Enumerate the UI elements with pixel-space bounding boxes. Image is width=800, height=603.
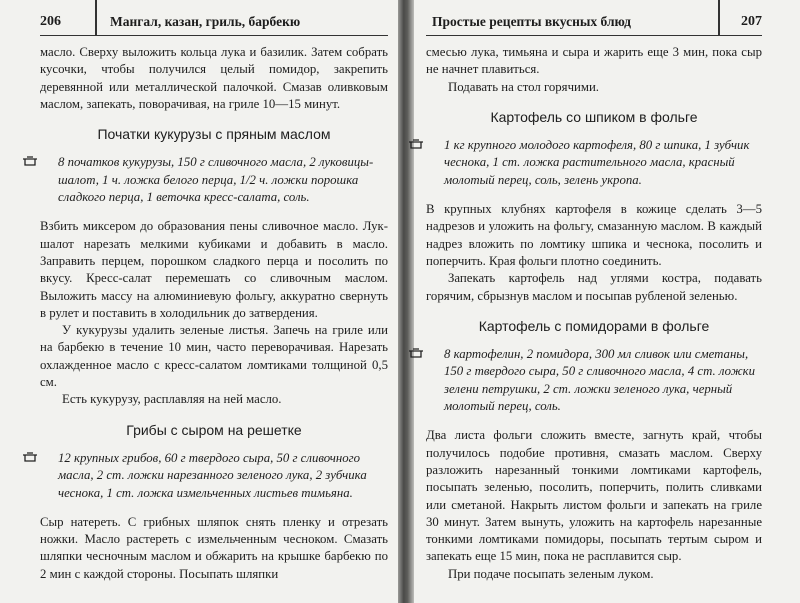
- step-paragraph: Два листа фольги сложить вместе, загнуть край, чтобы получилось подобие противня, смазать маслом. Сверху разложить нарезанный тонкими ломтиками картофель, посыпать зеленью, посолить, поперчить, полить сливками или сметаной. Накрыть листом фольги и запекать на гриле 30 минут. Затем вынуть, уложить на картофель нарезанные тонкими ломтиками помидоры, посыпать тертым сыром и запекать еще 15 мин, пока не расплавится сыр.: [426, 428, 762, 564]
- step-paragraph: У кукурузы удалить зеленые листья. Запечь на гриле или на барбекю в течение 10 мин, часто переворачивая. Нарезать охлажденное масло с кресс-салатом ломтиками толщиной 0,5 см.: [40, 323, 388, 390]
- recipe-title: Картофель с помидорами в фольге: [478, 317, 710, 334]
- ingredients: [40, 154, 388, 206]
- ingredients-text: 8 початков кукурузы, 150 г сливочного масла, 2 луковицы-шалот, 1 ч. ложка белого перца, 1/2 ч. ложки порошка сладкого перца, 1 веточка кресс-салата, соль.: [58, 155, 374, 205]
- step-paragraph: Запекать картофель над углями костра, подавать горячим, сбрызнув маслом и посыпав рубленой зеленью.: [426, 271, 762, 303]
- recipe-title: Грибы с сыром на решетке: [126, 421, 302, 438]
- cooking-pot-icon: [40, 451, 56, 463]
- intro-paragraph: смесью лука, тимьяна и сыра и жарить еще 3 мин, пока сыр не начнет плавиться.: [426, 45, 762, 77]
- running-title: Простые рецепты вкусных блюд: [432, 14, 631, 29]
- cooking-pot-icon: [426, 347, 442, 359]
- ingredients-text: 8 картофелин, 2 помидора, 300 мл сливок или сметаны, 150 г твердого сыра, 50 г сливочного масла, 4 ст. ложки зелени петрушки, 2 ст. ложки зеленого лука, черный молотый перец, соль.: [444, 347, 755, 414]
- ingredients: [40, 450, 388, 502]
- header-rule: [426, 35, 762, 36]
- step-paragraph: В крупных клубнях картофеля в кожице сделать 3—5 надрезов и уложить на фольгу, смазанную маслом. В каждый надрез вложить по ломтику шпика и чеснока, посолить и поперчить. Края фольги плотно соединить.: [426, 202, 762, 268]
- header-rule: [40, 35, 388, 36]
- step-paragraph: Взбить миксером до образования пены сливочное масло. Лук-шалот нарезать мелкими кубиками и добавить в масло. Заправить перцем, порошком сладкого перца и посолить по вкусу. Кресс-салат перемешать со сливочным маслом. Выложить массу на алюминиевую фольгу, аккуратно свернуть в рулет и поставить в холодильник до затвердения.: [40, 219, 388, 320]
- intro-paragraph: масло. Сверху выложить кольца лука и базилик. Затем собрать кусочки, чтобы получился целый помидор, закрепить деревянной или металлической палочкой. Смазав оливковым маслом, запекать, поворачивая, на гриле 10—15 минут.: [40, 45, 388, 111]
- ingredients: [426, 137, 762, 189]
- header-divider: [95, 0, 97, 36]
- recipe-title: Початки кукурузы с пряным маслом: [97, 126, 331, 143]
- page-number: 207: [741, 14, 762, 29]
- page-content: [426, 44, 762, 583]
- page-number: 206: [40, 14, 61, 29]
- header-divider: [718, 0, 720, 36]
- ingredients-text: 12 крупных грибов, 60 г твердого сыра, 50 г сливочного масла, 2 ст. ложки нарезанного зеленого лука, 2 зубчика чеснока, 1 ст. ложка измельченных листьев тимьяна.: [58, 450, 367, 500]
- step-paragraph: Есть кукурузу, расплавляя на ней масло.: [62, 392, 282, 407]
- cooking-pot-icon: [426, 138, 442, 150]
- ingredients: [426, 346, 762, 415]
- step-paragraph: При подаче посыпать зеленым луком.: [448, 566, 654, 581]
- intro-paragraph: Подавать на стол горячими.: [448, 79, 600, 94]
- ingredients-text: 1 кг крупного молодого картофеля, 80 г шпика, 1 зубчик чеснока, 1 ст. ложка растительного масла, красный молотый перец, соль, зелень укропа.: [444, 138, 750, 187]
- running-header: [426, 0, 762, 32]
- cooking-pot-icon: [40, 155, 56, 167]
- running-header: [40, 0, 388, 32]
- running-title: Мангал, казан, гриль, барбекю: [110, 14, 301, 29]
- right-page: [410, 0, 800, 603]
- step-paragraph: Сыр натереть. С грибных шляпок снять пленку и отрезать ножки. Масло растереть с измельченным чесноком. Смазать шляпки чесночным маслом и обжарить на крышке барбекю по 2 мин с каждой стороны. Посыпать шляпки: [40, 514, 388, 581]
- recipe-title: Картофель со шпиком в фольге: [490, 108, 698, 125]
- page-content: [40, 44, 388, 583]
